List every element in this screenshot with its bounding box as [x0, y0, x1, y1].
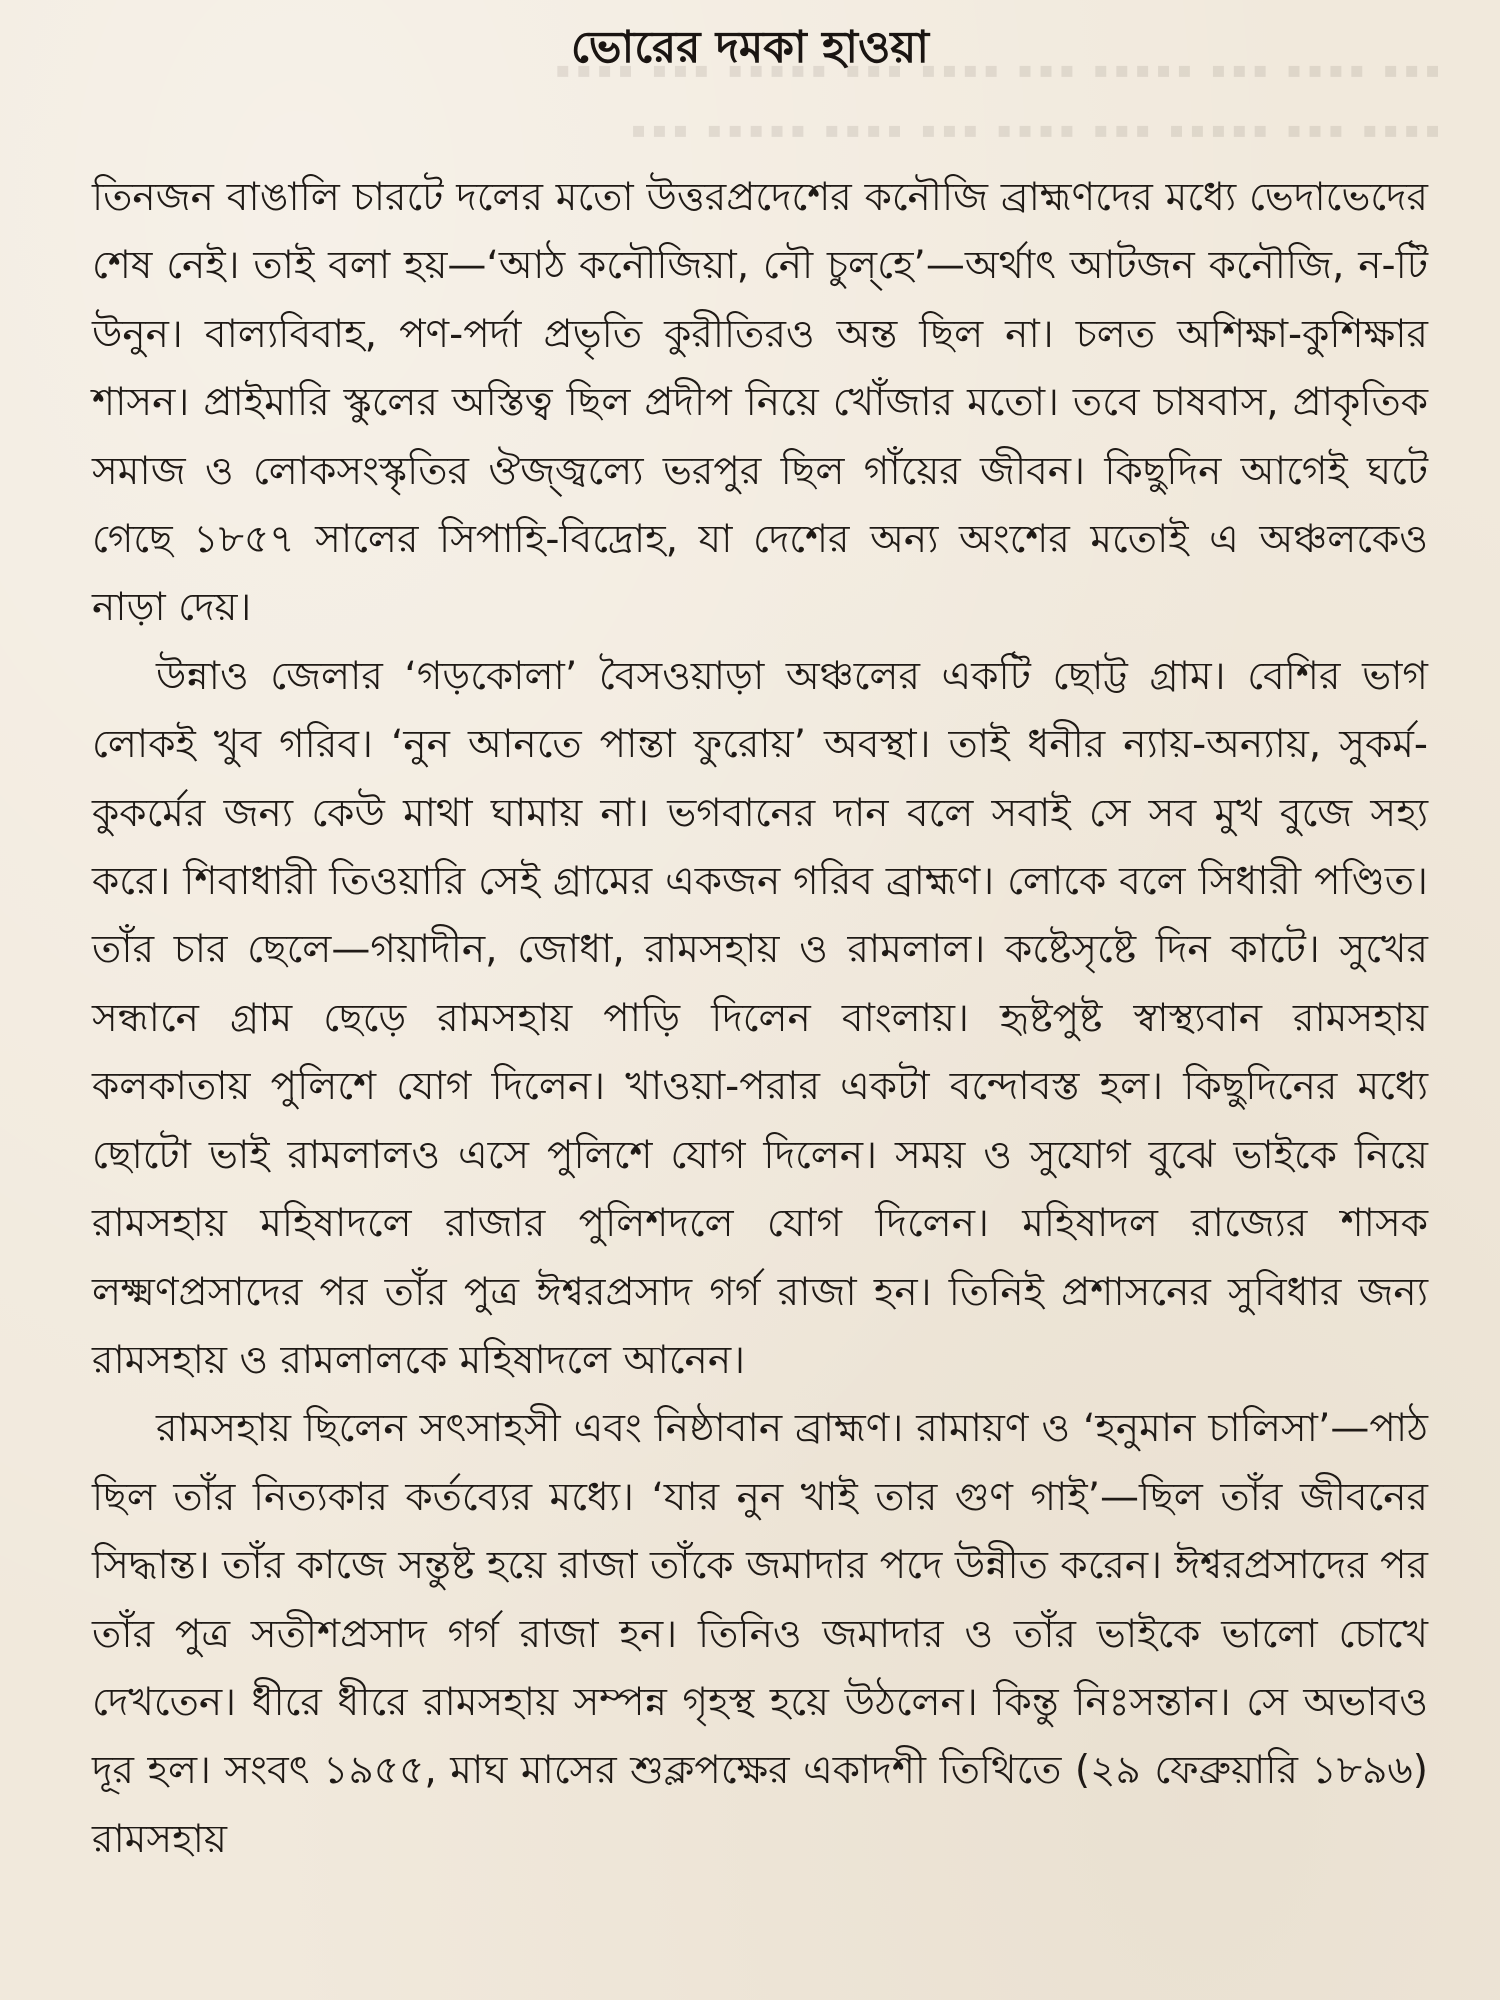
body-text [92, 164, 1428, 1874]
paragraph-3: রামসহায় ছিলেন সৎসাহসী এবং নিষ্ঠাবান ব্রাহ্মণ। রামায়ণ ও ‘হনুমান চালিসা’—পাঠ ছিল তাঁর নিত্যকার কর্তব্যের মধ্যে। ‘যার নুন খাই তার গুণ গাই’—ছিল তাঁর জীবনের সিদ্ধান্ত। তাঁর কাজে সন্তুষ্ট হয়ে রাজা তাঁকে জমাদার পদে উন্নীত করেন। ঈশ্বরপ্রসাদের পর তাঁর পুত্র সতীশপ্রসাদ গর্গ রাজা হন। তিনিও জমাদার ও তাঁর ভাইকে ভালো চোখে দেখতেন। ধীরে ধীরে রামসহায় সম্পন্ন গৃহস্থ হয়ে উঠলেন। কিন্তু নিঃসন্তান। সে অভাবও দূর হল। সংবৎ ১৯৫৫, মাঘ মাসের শুক্লপক্ষের একাদশী তিথিতে (২৯ ফেব্রুয়ারি ১৮৯৬) রামসহায় [92, 1406, 1428, 1862]
page-title: ভোরের দমকা হাওয়া [570, 22, 930, 73]
paragraph-2: উন্নাও জেলার ‘গড়কোলা’ বৈসওয়াড়া অঞ্চলের একটি ছোট্ট গ্রাম। বেশির ভাগ লোকই খুব গরিব। ‘নুন আনতে পান্তা ফুরোয়’ অবস্থা। তাই ধনীর ন্যায়-অন্যায়, সুকর্ম-কুকর্মের জন্য কেউ মাথা ঘামায় না। ভগবানের দান বলে সবাই সে সব মুখ বুজে সহ্য করে। শিবাধারী তিওয়ারি সেই গ্রামের একজন গরিব ব্রাহ্মণ। লোকে বলে সিধারী পণ্ডিত। তাঁর চার ছেলে—গয়াদীন, জোধা, রামসহায় ও রামলাল। কষ্টেসৃষ্টে দিন কাটে। সুখের সন্ধানে গ্রাম ছেড়ে রামসহায় পাড়ি দিলেন বাংলায়। হৃষ্টপুষ্ট স্বাস্থ্যবান রামসহায় কলকাতায় পুলিশে যোগ দিলেন। খাওয়া-পরার একটা বন্দোবস্ত হল। কিছুদিনের মধ্যে ছোটো ভাই রামলালও এসে পুলিশে যোগ দিলেন। সময় ও সুযোগ বুঝে ভাইকে নিয়ে রামসহায় মহিষাদলে রাজার পুলিশদলে যোগ দিলেন। মহিষাদল রাজ্যের শাসক লক্ষ্মণপ্রসাদের পর তাঁর পুত্র ঈশ্বরপ্রসাদ গর্গ রাজা হন। তিনিই প্রশাসনের সুবিধার জন্য রামসহায় ও রামলালকে মহিষাদলে আনেন। [92, 653, 1428, 1383]
show-through-decoration: ▪▪▪ ▪▪▪▪ ▪▪▪ ▪▪▪▪▪ ▪▪▪ ▪▪▪▪ ▪▪▪ ▪▪▪▪▪ ▪▪▪ ▪▪▪▪ [549, 58, 1440, 83]
show-through-decoration: ▪▪▪▪ ▪▪▪ ▪▪▪▪▪ ▪▪▪ ▪▪▪▪ ▪▪▪ ▪▪▪▪ ▪▪▪▪▪ ▪▪▪ [625, 118, 1440, 143]
paragraph-1: তিনজন বাঙালি চারটে দলের মতো উত্তরপ্রদেশের কনৌজি ব্রাহ্মণদের মধ্যে ভেদাভেদের শেষ নেই। তাই বলা হয়—‘আঠ কনৌজিয়া, নৌ চুল্‌হে’—অর্থাৎ আটজন কনৌজি, ন-টি উনুন। বাল্যবিবাহ, পণ-পর্দা প্রভৃতি কুরীতিরও অন্ত ছিল না। চলত অশিক্ষা-কুশিক্ষার শাসন। প্রাইমারি স্কুলের অস্তিত্ব ছিল প্রদীপ নিয়ে খোঁজার মতো। তবে চাষবাস, প্রাকৃতিক সমাজ ও লোকসংস্কৃতির ঔজ্জ্বল্যে ভরপুর ছিল গাঁয়ের জীবন। কিছুদিন আগেই ঘটে গেছে ১৮৫৭ সালের সিপাহি-বিদ্রোহ, যা দেশের অন্য অংশের মতোই এ অঞ্চলকেও নাড়া দেয়। [92, 175, 1428, 631]
